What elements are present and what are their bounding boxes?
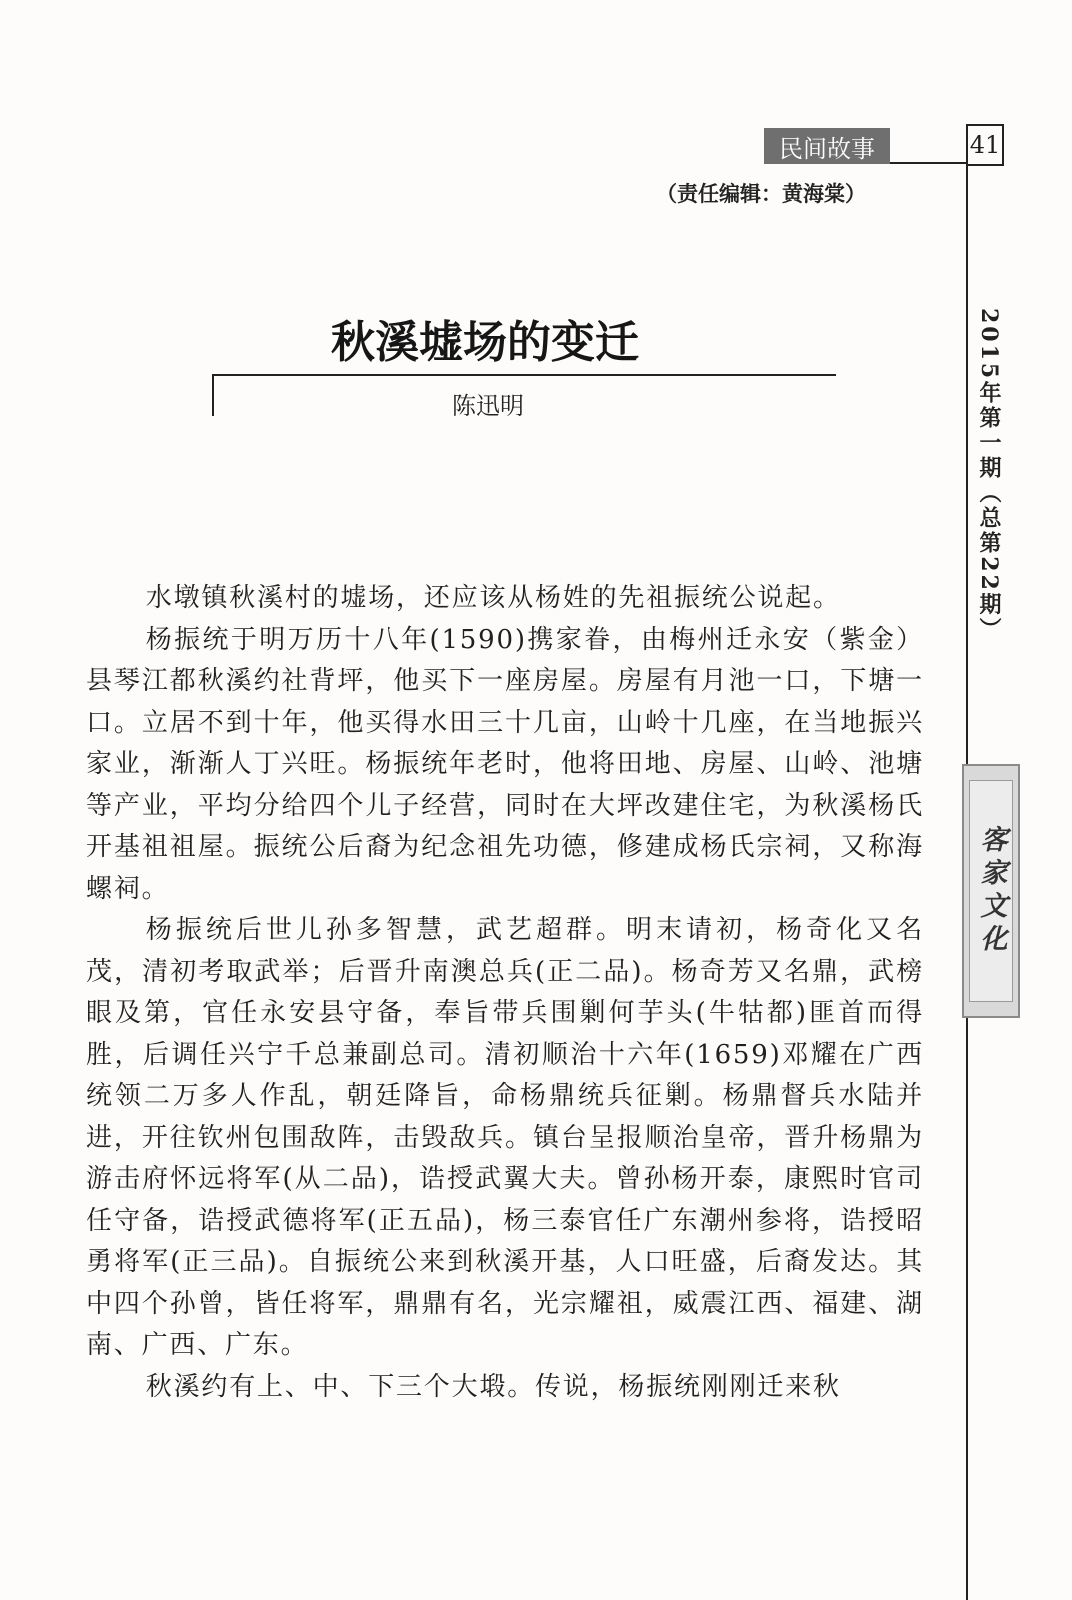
editor-credit: （责任编辑：黄海棠） [656,182,866,206]
author-name: 陈迅明 [452,392,524,420]
section-label: 民间故事 [764,128,890,164]
paragraph: 杨振统于明万历十八年(1590)携家眷，由梅州迁永安（紫金）县琴江都秋溪约社背坪，他买下一座房屋。房屋有月池一口，下塘一口。立居不到十年，他买得水田三十几亩，山岭十几座，在当地振兴家业，渐渐人丁兴旺。杨振统年老时，他将田地、房屋、山岭、池塘等产业，平均分给四个儿子经营，同时在大坪改建住宅，为秋溪杨氏开基祖祖屋。振统公后裔为纪念祖先功德，修建成杨氏宗祠，又称海螺祠。 [86,624,924,904]
header-rule [890,162,966,164]
emblem-text: 客家文化 [975,825,1007,957]
article-title: 秋溪墟场的变迁 [331,317,639,368]
paragraph: 杨振统后世儿孙多智慧，武艺超群。明末请初，杨奇化又名茂，清初考取武举；后晋升南澳总兵(正二品)。杨奇芳又名鼎，武榜眼及第，官任永安县守备，奉旨带兵围剿何芋头(牛牯都)匪首而得胜，后调任兴宁千总兼副总司。清初顺治十六年(1659)邓耀在广西统领二万多人作乱，朝廷降旨，命杨鼎统兵征剿。杨鼎督兵水陆并进，开往钦州包围敌阵，击毁敌兵。镇台呈报顺治皇帝，晋升杨鼎为游击府怀远将军(从二品)，诰授武翼大夫。曾孙杨开泰，康熙时官司任守备，诰授武德将军(正五品)，杨三泰官任广东潮州参将，诰授昭勇将军(正三品)。自振统公来到秋溪开基，人口旺盛，后裔发达。其中四个孙曾，皆任将军，鼎鼎有名，光宗耀祖，威震江西、福建、湖南、广西、广东。 [86,915,924,1360]
issue-info: 2015年第一期（总第22期） [976,308,1002,643]
page-number: 41 [966,124,1004,166]
paragraph: 水墩镇秋溪村的墟场，还应该从杨姓的先祖振统公说起。 [145,583,841,613]
emblem-frame [969,780,1013,1002]
paragraph: 秋溪约有上、中、下三个大塅。传说，杨振统刚刚迁来秋 [145,1371,841,1402]
title-rule-vertical [212,374,214,416]
article-body [86,578,924,1408]
title-rule [212,374,836,376]
journal-emblem [962,764,1020,1018]
